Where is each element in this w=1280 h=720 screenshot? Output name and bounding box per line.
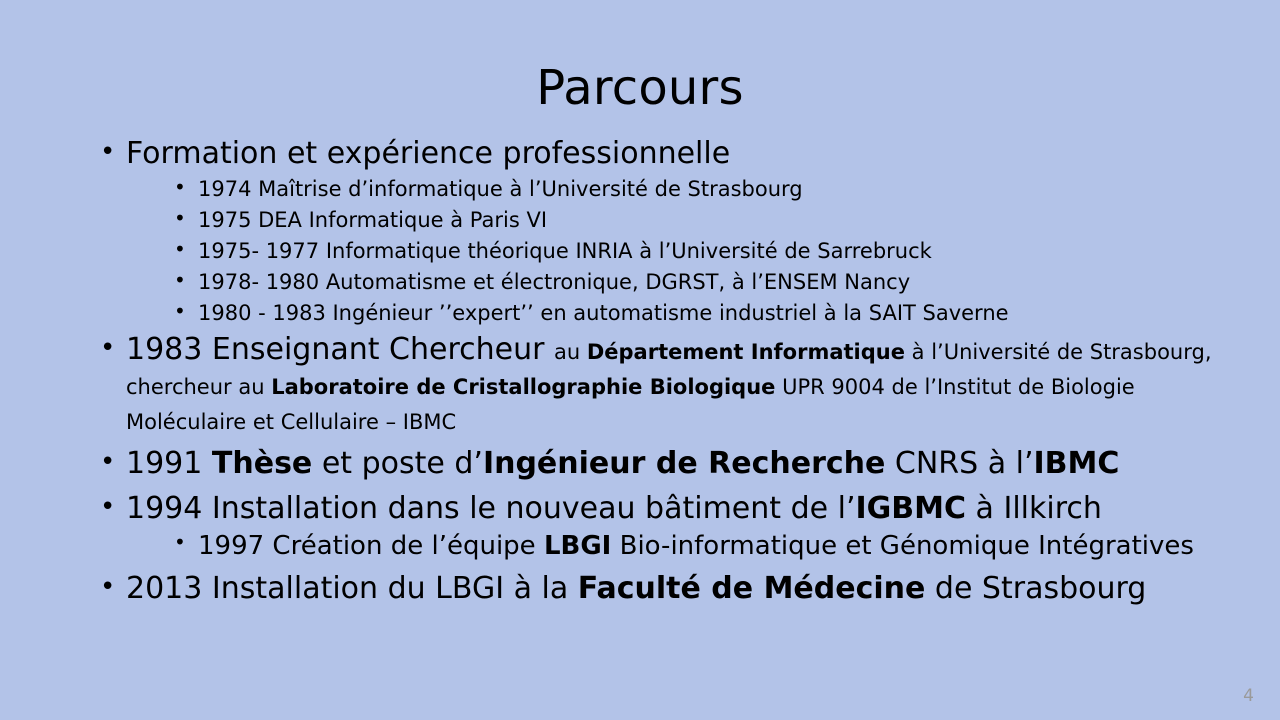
slide-body: [0, 137, 1280, 607]
entry-bold-laboratoire-cristallographie: Laboratoire de Cristallographie Biologique: [271, 374, 776, 399]
entry-bold-ibmc: IBMC: [1033, 446, 1120, 482]
outline-level-2-formation: [126, 174, 1240, 329]
entry-text-2013-part1: Installation du LBGI à la: [202, 571, 578, 607]
entry-text-1991-part2: et poste d’: [312, 446, 483, 482]
page-title: Parcours: [536, 60, 744, 116]
entry-text-1991-part1: [202, 446, 212, 481]
entry-text-1983-part2: à l’Université de Strasbourg, chercheur au: [126, 339, 1212, 399]
list-item: • 1974 Maîtrise d’informatique à l’Université de Strasbourg: [172, 174, 1240, 205]
entry-year-1991: 1991: [126, 446, 203, 482]
entry-bold-igbmc: IGBMC: [855, 491, 967, 527]
entry-text-1991-part3: CNRS à l’: [885, 446, 1034, 482]
entry-text-1983-au: au: [553, 339, 587, 364]
entry-bold-these: Thèse: [211, 446, 313, 482]
entry-text-1983-part1: Enseignant Chercheur: [202, 331, 554, 367]
list-item-1991: [96, 447, 1240, 482]
entry-bold-departement-informatique: Département Informatique: [586, 339, 905, 364]
list-item-1994: [96, 492, 1240, 562]
list-item-1983: [96, 333, 1240, 437]
list-item: • 1978- 1980 Automatisme et électronique, DGRST, à l’ENSEM Nancy: [172, 267, 1240, 298]
entry-year-2013: 2013: [126, 571, 203, 607]
entry-text-1997-part1: Création de l’équipe: [264, 530, 544, 561]
entry-text-1997-part2: Bio-informatique et Génomique Intégratives: [611, 530, 1194, 561]
list-item-1997: [172, 531, 1240, 562]
list-item-formation: [96, 137, 1240, 329]
entry-text-2013-part2: de Strasbourg: [925, 571, 1147, 607]
entry-bold-faculte-medecine: Faculté de Médecine: [577, 571, 926, 607]
section-heading-formation: • Formation et expérience professionnelle: [126, 135, 731, 171]
list-item: • 1975- 1977 Informatique théorique INRIA à l’Université de Sarrebruck: [172, 236, 1240, 267]
entry-text-1994-part1: Installation dans le nouveau bâtiment de l’: [202, 491, 856, 527]
list-item: • 1975 DEA Informatique à Paris VI: [172, 205, 1240, 236]
list-item: • 1980 - 1983 Ingénieur ’’expert’’ en automatisme industriel à la SAIT Saverne: [172, 298, 1240, 329]
list-item-2013: [96, 572, 1240, 607]
entry-year-1997: 1997: [198, 530, 265, 561]
entry-year-1994: 1994: [126, 491, 203, 527]
entry-text-1994-part2: à Illkirch: [966, 491, 1102, 527]
entry-bold-lbgi: LBGI: [543, 530, 612, 561]
entry-text-1983-part3: UPR 9004 de l’Institut de Biologie Moléculaire et Cellulaire – IBMC: [126, 374, 1135, 434]
page-number: 4: [1243, 686, 1254, 706]
outline-level-2-1997: [126, 531, 1240, 562]
entry-year-1983: 1983: [126, 331, 203, 367]
outline-level-1: [96, 137, 1240, 607]
entry-bold-ingenieur-recherche: Ingénieur de Recherche: [482, 446, 886, 482]
